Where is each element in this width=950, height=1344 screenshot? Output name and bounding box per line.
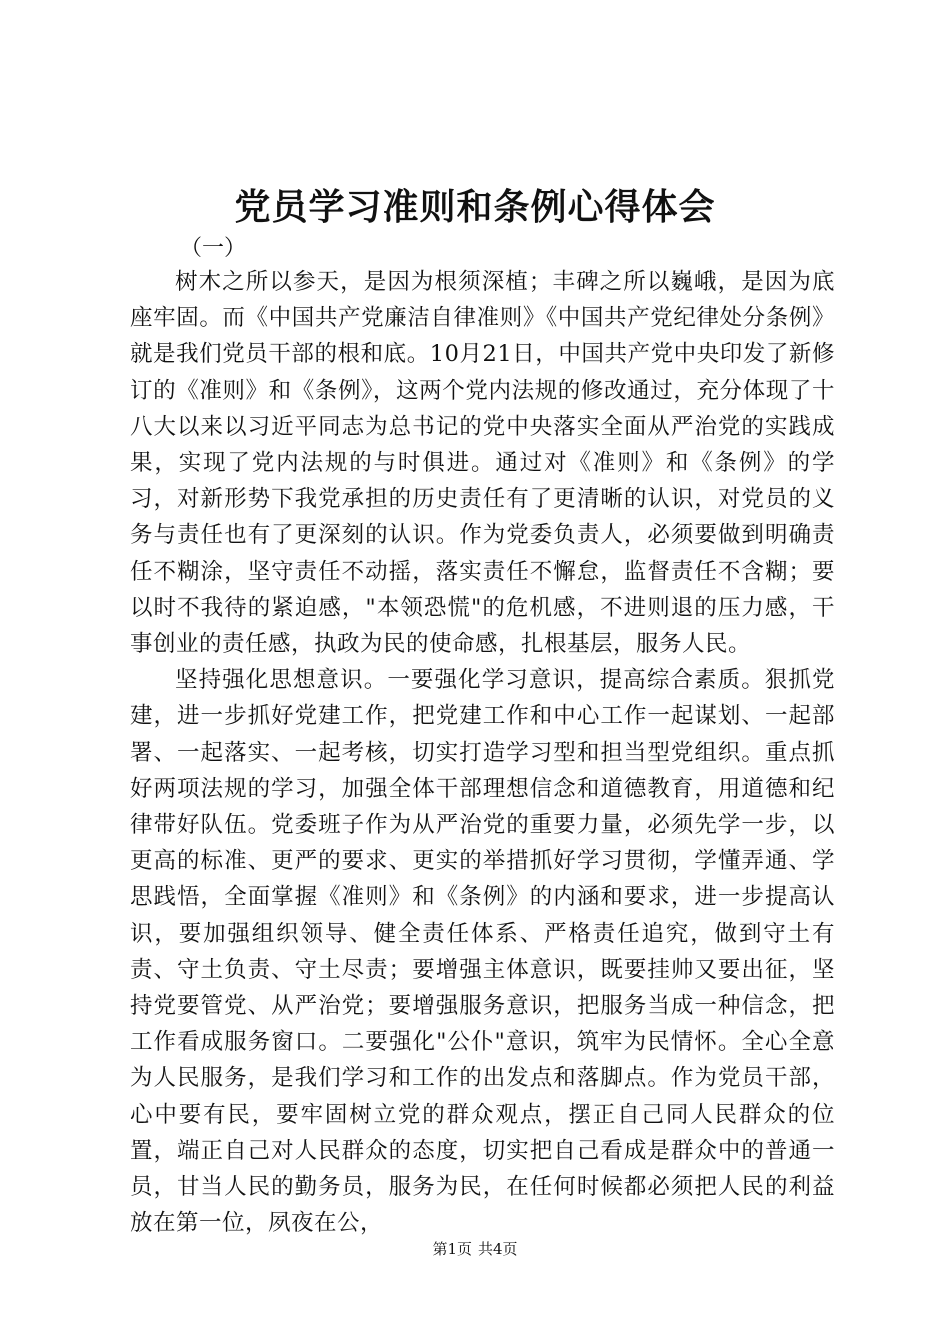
document-title: 党员学习准则和条例心得体会 (234, 187, 716, 228)
paragraph: 坚持强化思想意识。一要强化学习意识，提高综合素质。狠抓党建，进一步抓好党建工作，把党建工作和中心工作一起谋划、一起部署、一起落实、一起考核，切实打造学习型和担当型党组织。重点抓好两项法规的学习，加强全体干部理想信念和道德教育，用道德和纪律带好队伍。党委班子作为从严治党的重要力量，必须先学一步，以更高的标准、更严的要求、更实的举措抓好学习贯彻，学懂弄通、学思践悟，全面掌握《准则》和《条例》的内涵和要求，进一步提高认识，要加强组织领导、健全责任体系、严格责任追究，做到守土有责、守土负责、守土尽责；要增强主体意识，既要挂帅又要出征，坚持党要管党、从严治党；要增强服务意识，把服务当成一种信念，把工作看成服务窗口。二要强化"公仆"意识，筑牢为民情怀。全心全意为人民服务，是我们学习和工作的出发点和落脚点。作为党员干部，心中要有民，要牢固树立党的群众观点，摆正自己同人民群众的位置，端正自己对人民群众的态度，切实把自己看成是群众中的普通一员，甘当人民的勤务员，服务为民，在任何时候都必须把人民的利益放在第一位，夙夜在公， (130, 667, 835, 1237)
section-label: （一） (180, 236, 247, 261)
paragraph: 树木之所以参天，是因为根须深植；丰碑之所以巍峨，是因为底座牢固。而《中国共产党廉洁自律准则》《中国共产党纪律处分条例》就是我们党员干部的根和底。10月21日，中国共产党中央印发了新修订的《准则》和《条例》，这两个党内法规的修改通过，充分体现了十八大以来以习近平同志为总书记的党中央落实全面从严治党的实践成果，实现了党内法规的与时俱进。通过对《准则》和《条例》的学习，对新形势下我党承担的历史责任有了更清晰的认识，对党员的义务与责任也有了更深刻的认识。作为党委负责人，必须要做到明确责任不糊涂，坚守责任不动摇，落实责任不懈怠，监督责任不含糊；要以时不我待的紧迫感，"本领恐慌"的危机感，不进则退的压力感，干事创业的责任感，执政为民的使命感，扎根基层，服务人民。 (130, 269, 835, 658)
document-body (130, 264, 835, 1241)
page-footer (0, 1239, 950, 1259)
page-number: 第1页 (432, 1240, 472, 1258)
page-total: 共4页 (478, 1240, 518, 1258)
